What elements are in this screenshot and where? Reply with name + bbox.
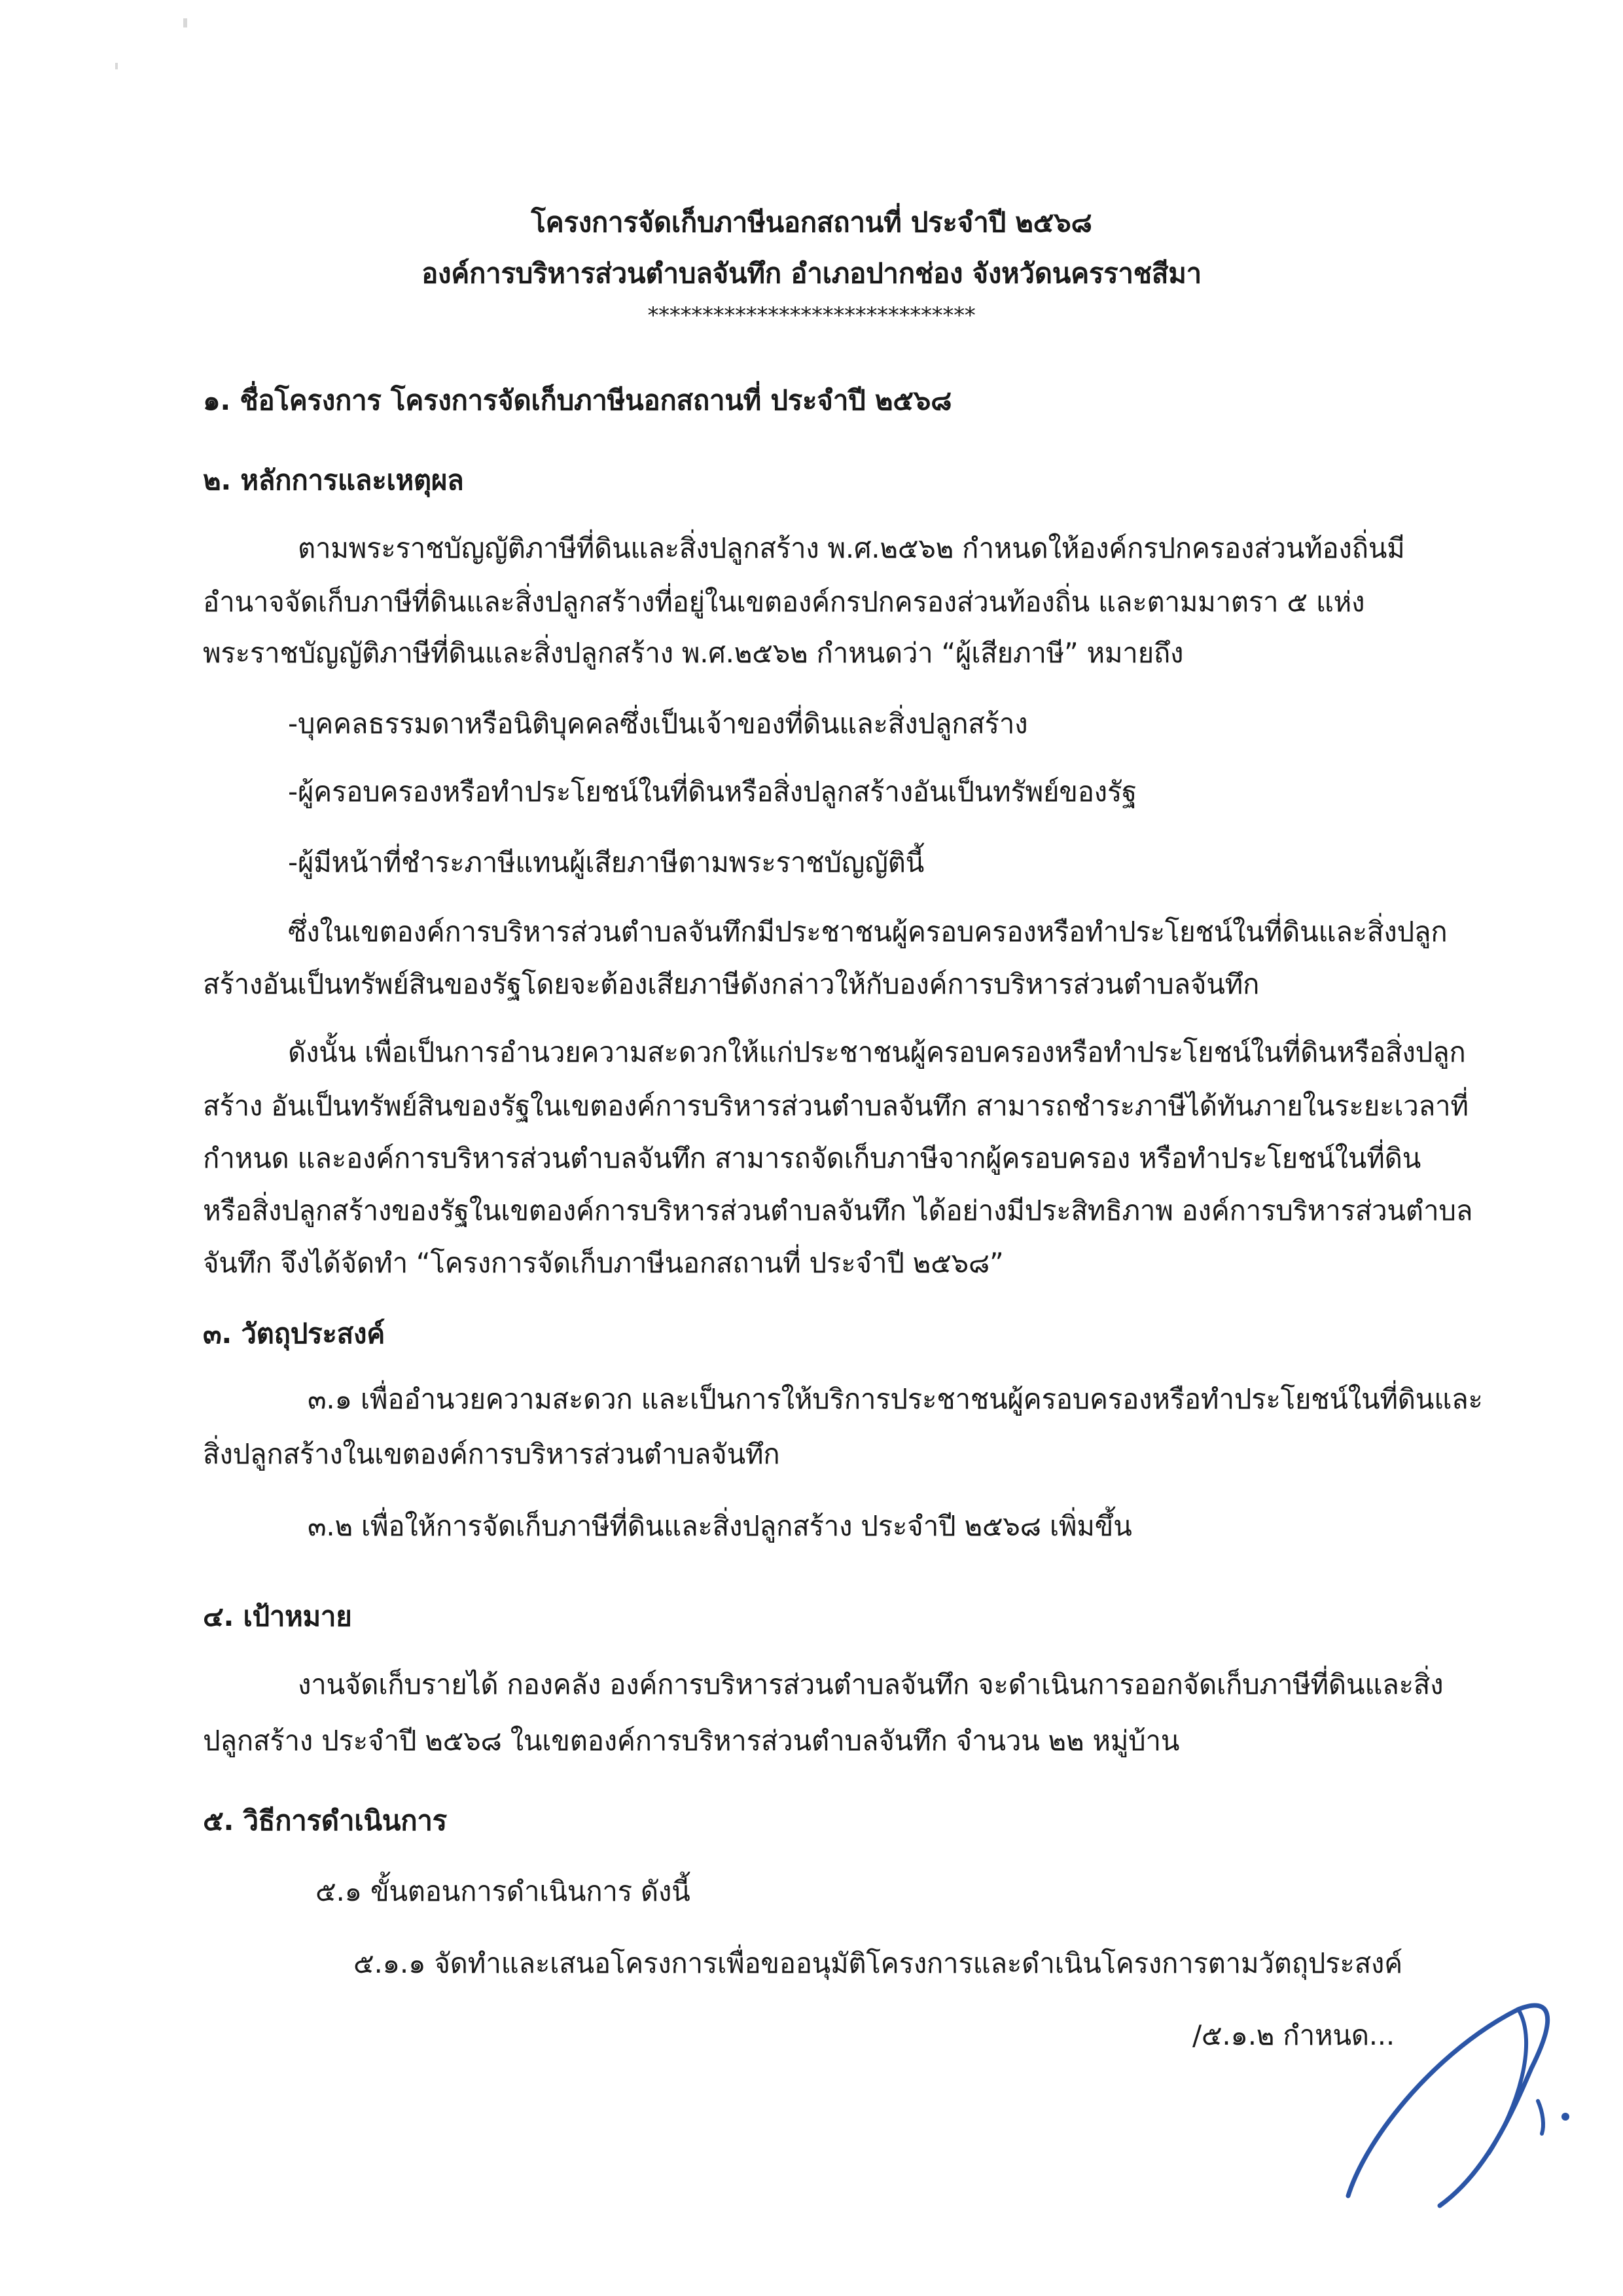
list-item: -บุคคลธรรมดาหรือนิติบุคคลซึ่งเป็นเจ้าของที่ดินและสิ่งปลูกสร้าง (288, 708, 1028, 740)
list-item: -ผู้ครอบครองหรือทำประโยชน์ในที่ดินหรือสิ่งปลูกสร้างอันเป็นทรัพย์ของรัฐ (288, 776, 1137, 808)
section-1-project-name: ๑. ชื่อโครงการ โครงการจัดเก็บภาษีนอกสถานที่ ประจำปี ๒๕๖๘ (203, 384, 952, 416)
section-4-heading: ๔. เป้าหมาย (203, 1600, 352, 1632)
title-divider: ****************************** (647, 302, 976, 329)
list-item: -ผู้มีหน้าที่ชำระภาษีแทนผู้เสียภาษีตามพระราชบัญญัตินี้ (288, 846, 925, 878)
section-2-heading: ๒. หลักการและเหตุผล (203, 464, 464, 496)
paragraph-line: พระราชบัญญัติภาษีที่ดินและสิ่งปลูกสร้าง พ.ศ.๒๕๖๒ กำหนดว่า “ผู้เสียภาษี” หมายถึง (203, 637, 1184, 669)
scan-speck (115, 63, 118, 69)
scan-speck (183, 18, 187, 27)
paragraph-line: สร้าง อันเป็นทรัพย์สินของรัฐในเขตองค์การบริหารส่วนตำบลจันทึก สามารถชำระภาษีได้ทันภายในระยะเวลาที่ (203, 1090, 1469, 1122)
paragraph-line: ๕.๑.๑ จัดทำและเสนอโครงการเพื่อขออนุมัติโครงการและดำเนินโครงการตามวัตถุประสงค์ (353, 1947, 1402, 1979)
document-subtitle: องค์การบริหารส่วนตำบลจันทึก อำเภอปากช่อง จังหวัดนครราชสีมา (421, 257, 1202, 289)
paragraph-line: กำหนด และองค์การบริหารส่วนตำบลจันทึก สามารถจัดเก็บภาษีจากผู้ครอบครอง หรือทำประโยชน์ในที่ดิน (203, 1142, 1421, 1174)
paragraph-line: สร้างอันเป็นทรัพย์สินของรัฐโดยจะต้องเสียภาษีดังกล่าวให้กับองค์การบริหารส่วนตำบลจันทึก (203, 968, 1260, 1000)
section-3-heading: ๓. วัตถุประสงค์ (203, 1318, 385, 1350)
paragraph-line: ๕.๑ ขั้นตอนการดำเนินการ ดังนี้ (315, 1875, 690, 1907)
page-continuation: /๕.๑.๒ กำหนด... (1192, 2019, 1395, 2051)
signature (1322, 1937, 1597, 2212)
paragraph-line: จันทึก จึงได้จัดทำ “โครงการจัดเก็บภาษีนอกสถานที่ ประจำปี ๒๕๖๘” (203, 1247, 1004, 1279)
paragraph-line: ตามพระราชบัญญัติภาษีที่ดินและสิ่งปลูกสร้าง พ.ศ.๒๕๖๒ กำหนดให้องค์กรปกครองส่วนท้องถิ่นมี (298, 532, 1405, 564)
paragraph-line: ดังนั้น เพื่อเป็นการอำนวยความสะดวกให้แก่ประชาชนผู้ครอบครองหรือทำประโยชน์ในที่ดินหรือสิ่งปลูก (288, 1036, 1466, 1068)
paragraph-line: ซึ่งในเขตองค์การบริหารส่วนตำบลจันทึกมีประชาชนผู้ครอบครองหรือทำประโยชน์ในที่ดินและสิ่งปลูก (288, 916, 1448, 948)
document-title: โครงการจัดเก็บภาษีนอกสถานที่ ประจำปี ๒๕๖๘ (531, 206, 1092, 238)
paragraph-line: งานจัดเก็บรายได้ กองคลัง องค์การบริหารส่วนตำบลจันทึก จะดำเนินการออกจัดเก็บภาษีที่ดินและสิ่ง (298, 1668, 1444, 1700)
paragraph-line: อำนาจจัดเก็บภาษีที่ดินและสิ่งปลูกสร้างที่อยู่ในเขตองค์กรปกครองส่วนท้องถิ่น และตามมาตรา ๕ แห่ง (203, 586, 1365, 618)
paragraph-line: ปลูกสร้าง ประจำปี ๒๕๖๘ ในเขตองค์การบริหารส่วนตำบลจันทึก จำนวน ๒๒ หมู่บ้าน (203, 1725, 1180, 1757)
paragraph-line: ๓.๒ เพื่อให้การจัดเก็บภาษีที่ดินและสิ่งปลูกสร้าง ประจำปี ๒๕๖๘ เพิ่มขึ้น (308, 1510, 1132, 1542)
paragraph-line: หรือสิ่งปลูกสร้างของรัฐในเขตองค์การบริหารส่วนตำบลจันทึก ได้อย่างมีประสิทธิภาพ องค์การบริหารส่วนตำบล (203, 1194, 1473, 1227)
section-5-heading: ๕. วิธีการดำเนินการ (203, 1804, 447, 1837)
paragraph-line: สิ่งปลูกสร้างในเขตองค์การบริหารส่วนตำบลจันทึก (203, 1438, 780, 1470)
paragraph-line: ๓.๑ เพื่ออำนวยความสะดวก และเป็นการให้บริการประชาชนผู้ครอบครองหรือทำประโยชน์ในที่ดินและ (308, 1383, 1483, 1415)
